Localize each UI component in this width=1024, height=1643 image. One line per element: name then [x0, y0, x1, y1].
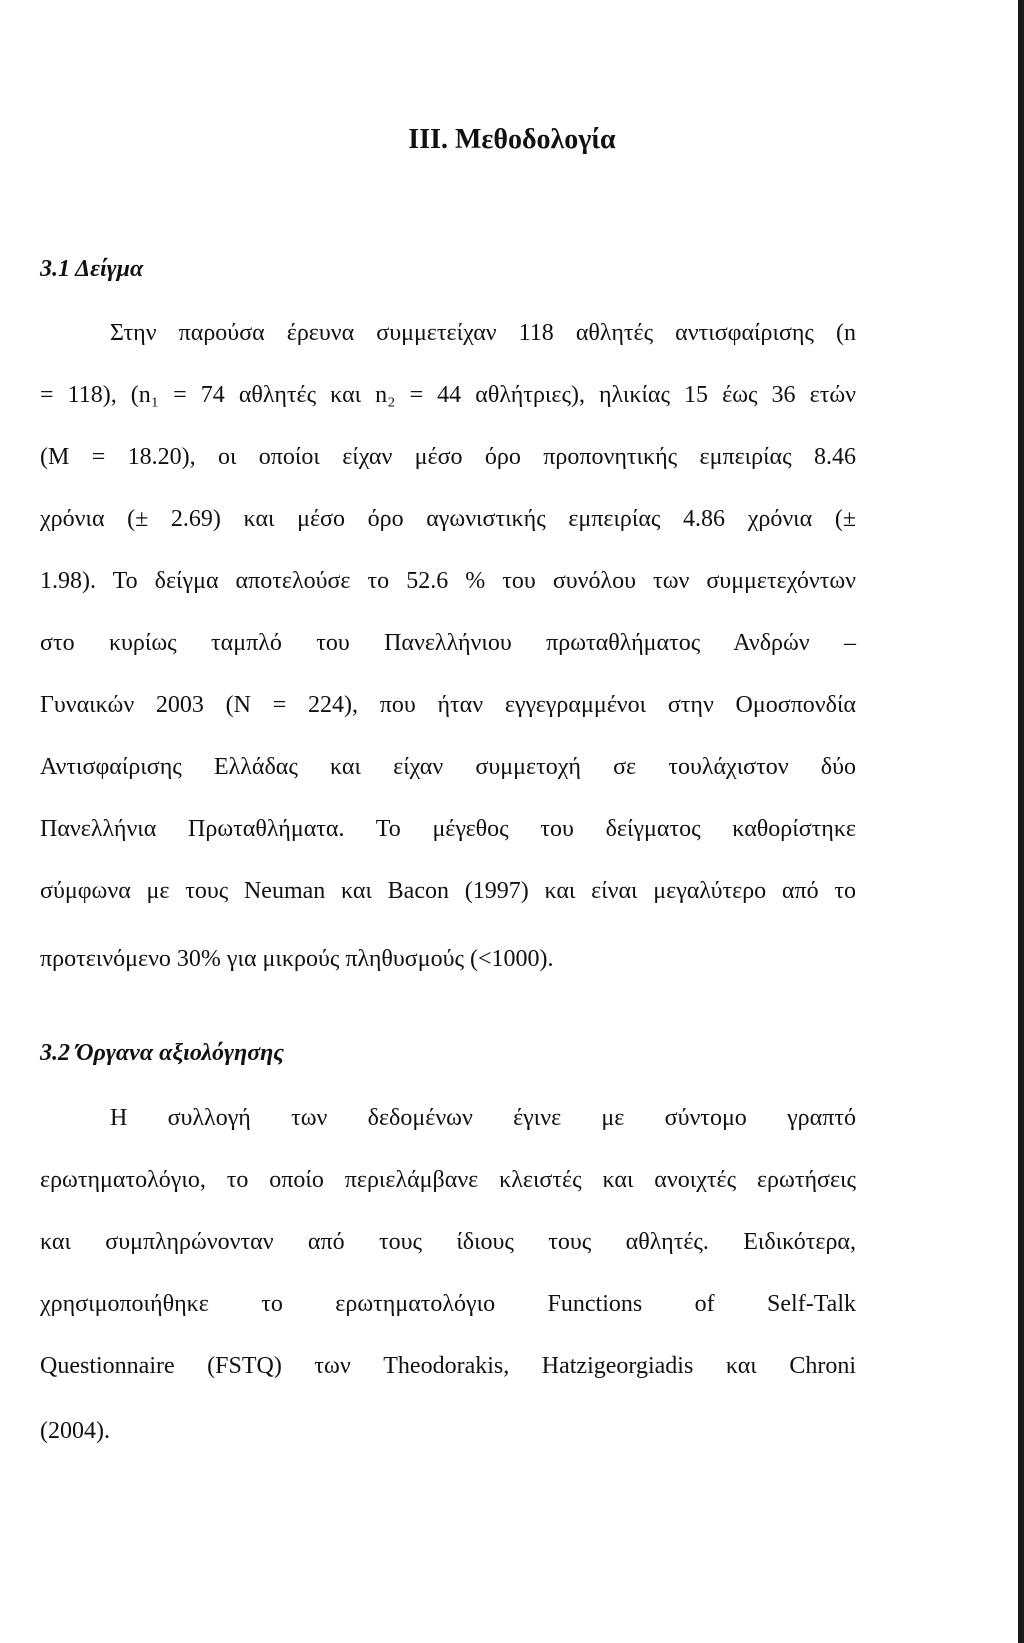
paragraph-line: = 118), (n₁ = 74 αθλητές και n₂ = 44 αθλήτριες), ηλικίας 15 έως 36 ετών: [40, 382, 856, 408]
paragraph-line: χρόνια (± 2.69) και μέσο όρο αγωνιστικής εμπειρίας 4.86 χρόνια (±: [40, 506, 856, 532]
section-title-sample: 3.1 Δείγμα: [40, 256, 144, 282]
page-edge-shadow: [1018, 0, 1024, 1643]
paragraph-line: 1.98). Το δείγμα αποτελούσε το 52.6 % του συνόλου των συμμετεχόντων: [40, 568, 856, 594]
paragraph-line: χρησιμοποιήθηκε το ερωτηματολόγιο Functions of Self-Talk: [40, 1291, 856, 1317]
paragraph-line: Η συλλογή των δεδομένων έγινε με σύντομο γραπτό: [110, 1105, 856, 1131]
page-title: III. Μεθοδολογία: [408, 124, 616, 155]
paragraph-line-last: (2004).: [40, 1418, 110, 1444]
section-title-instruments: 3.2 Όργανα αξιολόγησης: [40, 1040, 285, 1066]
paragraph-line-last: προτεινόμενο 30% για μικρούς πληθυσμούς (<1000).: [40, 946, 554, 972]
paragraph-line: Questionnaire (FSTQ) των Theodorakis, Hatzigeorgiadis και Chroni: [40, 1353, 856, 1379]
paragraph-line: σύμφωνα με τους Neuman και Bacon (1997) και είναι μεγαλύτερο από το: [40, 878, 856, 904]
paragraph-line: Αντισφαίρισης Ελλάδας και είχαν συμμετοχή σε τουλάχιστον δύο: [40, 754, 856, 780]
paragraph-line: στο κυρίως ταμπλό του Πανελλήνιου πρωταθλήματος Ανδρών –: [40, 630, 856, 656]
paragraph-line: Στην παρούσα έρευνα συμμετείχαν 118 αθλητές αντισφαίρισης (n: [110, 320, 856, 346]
paragraph-line: Γυναικών 2003 (N = 224), που ήταν εγγεγραμμένοι στην Ομοσπονδία: [40, 692, 856, 718]
paragraph-line: και συμπληρώνονταν από τους ίδιους τους αθλητές. Ειδικότερα,: [40, 1229, 856, 1255]
paragraph-line: (M = 18.20), οι οποίοι είχαν μέσο όρο προπονητικής εμπειρίας 8.46: [40, 444, 856, 470]
paragraph-line: Πανελλήνια Πρωταθλήματα. Το μέγεθος του δείγματος καθορίστηκε: [40, 816, 856, 842]
paragraph-line: ερωτηματολόγιο, το οποίο περιελάμβανε κλειστές και ανοιχτές ερωτήσεις: [40, 1167, 856, 1193]
